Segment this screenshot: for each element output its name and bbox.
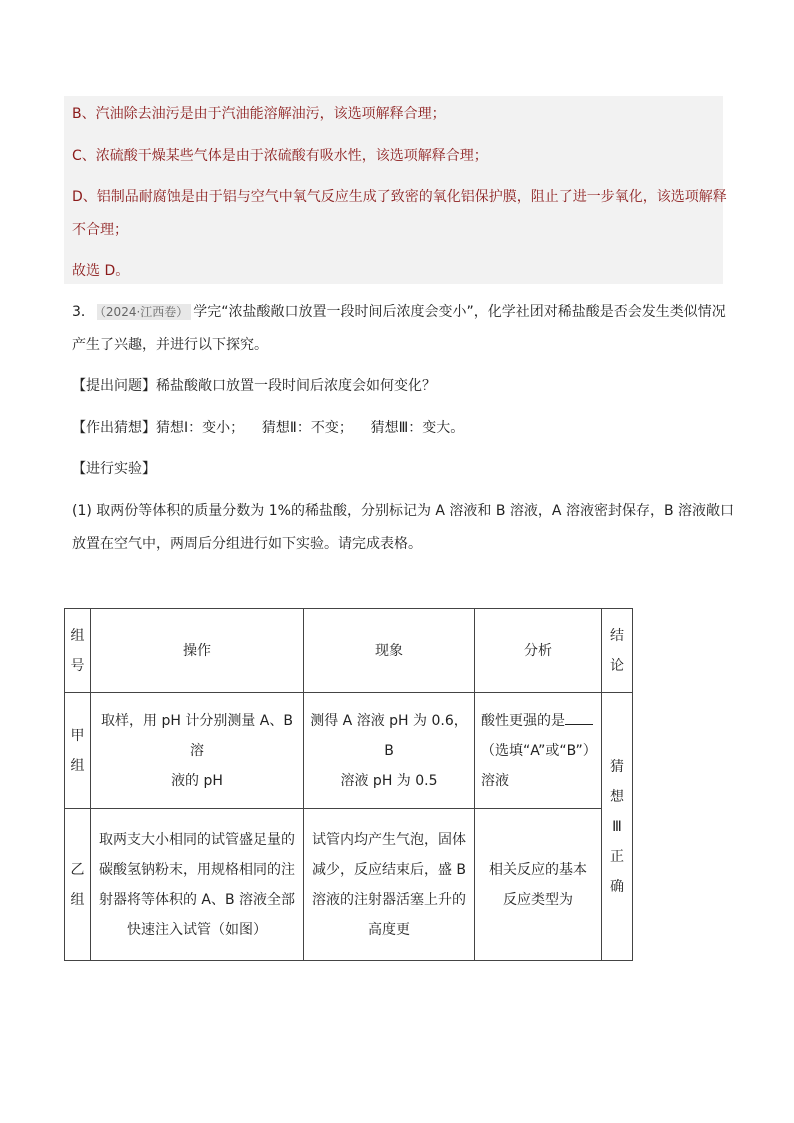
row2-phenomenon: 试管内均产生气泡，固体 减少，反应结束后，盛 B 溶液的注射器活塞上升的 高度更 (304, 809, 475, 961)
experiment-step-1-cont: 放置在空气中，两周后分组进行如下实验。请完成表格。 (72, 536, 422, 552)
row2-operation: 取两支大小相同的试管盛足量的 碳酸氢钠粉末，用规格相同的注 射器将等体积的 A、B 溶液全部 快速注入试管（如图） (91, 809, 304, 961)
question-number: 3． (72, 304, 95, 320)
hypothesis: 【作出猜想】猜想Ⅰ：变小； 猜想Ⅱ：不变； 猜想Ⅲ：变大。 (72, 420, 465, 436)
answer-blank[interactable] (565, 708, 593, 725)
ask-question: 【提出问题】稀盐酸敞口放置一段时间后浓度会如何变化？ (72, 378, 436, 394)
conclusion-cell: 猜想Ⅲ正确 (602, 693, 633, 961)
header-phenomenon: 现象 (304, 609, 475, 693)
answer-line-b: B、汽油除去油污是由于汽油能溶解油污，该选项解释合理； (72, 106, 446, 122)
answer-line-c: C、浓硫酸干燥某些气体是由于浓硫酸有吸水性，该选项解释合理； (72, 148, 488, 164)
answer-line-d: D、铝制品耐腐蚀是由于铝与空气中氧气反应生成了致密的氧化铝保护膜，阻止了进一步氧化，该选项解释 (72, 189, 727, 205)
question-stem-cont: 产生了兴趣，并进行以下探究。 (72, 337, 268, 353)
question-stem-text: 学完“浓盐酸敞口放置一段时间后浓度会变小”，化学社团对稀盐酸是否会发生类似情况 (193, 304, 726, 320)
table-row (65, 693, 633, 809)
row1-phenomenon: 测得 A 溶液 pH 为 0.6，B 溶液 pH 为 0.5 (304, 693, 475, 809)
row1-group: 甲组 (65, 693, 91, 809)
row1-operation: 取样，用 pH 计分别测量 A、B 溶 液的 pH (91, 693, 304, 809)
header-analysis: 分析 (475, 609, 602, 693)
header-operation: 操作 (91, 609, 304, 693)
table-row (65, 809, 633, 961)
answer-line-d-cont: 不合理； (72, 222, 128, 238)
source-tag: （2024·江西卷） (97, 304, 191, 320)
header-group: 组号 (65, 609, 91, 693)
row2-analysis: 相关反应的基本 反应类型为 (475, 809, 602, 961)
experiment-heading: 【进行实验】 (72, 461, 156, 477)
question-stem (72, 301, 726, 321)
row2-group: 乙组 (65, 809, 91, 961)
experiment-step-1: (1) 取两份等体积的质量分数为 1%的稀盐酸，分别标记为 A 溶液和 B 溶液，A 溶液密封保存，B 溶液敞口 (72, 503, 735, 519)
row1-analysis: 酸性更强的是 （选填“A”或“B”） 溶液 (475, 693, 602, 809)
table-header-row (65, 609, 633, 693)
answer-choice: 故选 D。 (72, 263, 130, 279)
header-conclusion: 结论 (602, 609, 633, 693)
experiment-table (64, 608, 633, 961)
